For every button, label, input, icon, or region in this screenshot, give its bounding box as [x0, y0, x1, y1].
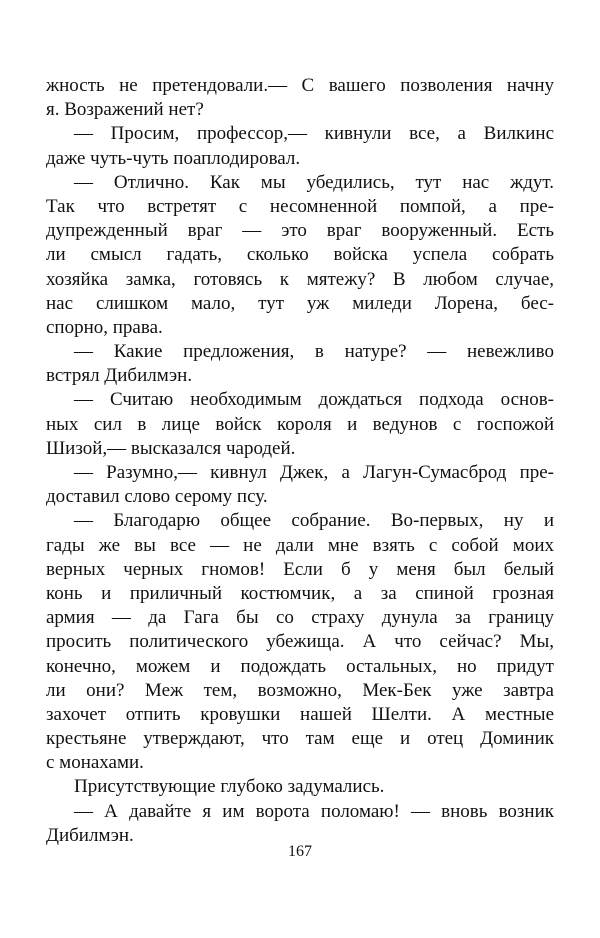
text-line: доставил слово серому псу. [46, 486, 268, 508]
text-line: ных сил в лице войск короля и ведунов с госпожой [46, 413, 554, 435]
text-line: — Считаю необходимым дождаться подхода основ- [74, 389, 554, 411]
text-line: просить политического убежища. А что сейчас? Мы, [46, 631, 554, 653]
text-line: захочет отпить кровушки нашей Шелти. А местные [46, 703, 554, 725]
text-line: с монахами. [46, 752, 144, 774]
text-line: — Отлично. Как мы убедились, тут нас ждут. [74, 171, 554, 193]
text-line: конь и приличный костюмчик, а за спиной грозная [46, 582, 554, 604]
text-line: спорно, права. [46, 316, 163, 338]
text-line: — Какие предложения, в натуре? — невежливо [74, 341, 554, 363]
text-line: армия — да Гага бы со страху дунула за границу [46, 607, 554, 629]
text-line: Присутствующие глубоко задумались. [74, 776, 385, 798]
text-line: ли они? Меж тем, возможно, Мек-Бек уже завтра [46, 679, 554, 701]
text-line: — Просим, профессор,— кивнули все, а Вилкинс [74, 123, 554, 145]
text-line: хозяйка замка, готовясь к мятежу? В любом случае, [46, 268, 554, 290]
text-line: — А давайте я им ворота поломаю! — вновь возник [74, 800, 554, 822]
text-line: нас слишком мало, тут уж миледи Лорена, бес- [46, 292, 554, 314]
text-line: — Разумно,— кивнул Джек, а Лагун-Сумасброд пре- [74, 462, 554, 483]
text-line: крестьяне утверждают, что там еще и отец Доминик [46, 728, 554, 750]
text-line: верных черных гномов! Если б у меня был белый [46, 558, 554, 580]
text-line: жность не претендовали.— С вашего позволения начну [46, 75, 554, 96]
page-number: 167 [288, 843, 312, 860]
body-text [46, 74, 554, 848]
text-line: — Благодарю общее собрание. Во-первых, ну и [74, 510, 554, 532]
text-line: дупрежденный враг — это враг вооруженный. Есть [46, 220, 554, 242]
text-line: ли смысл гадать, сколько войска успела собрать [46, 244, 554, 266]
text-line: я. Возражений нет? [46, 99, 204, 121]
text-line: Дибилмэн. [46, 824, 134, 846]
text-line: встрял Дибилмэн. [46, 365, 193, 387]
text-line: даже чуть-чуть поаплодировал. [46, 147, 301, 169]
text-line: Так что встретят с несомненной помпой, а пре- [46, 195, 554, 217]
text-line: гады же вы все — не дали мне взять с собой моих [46, 534, 554, 556]
text-line: конечно, можем и подождать остальных, но придут [46, 655, 554, 677]
text-line: Шизой,— высказался чародей. [46, 437, 296, 459]
